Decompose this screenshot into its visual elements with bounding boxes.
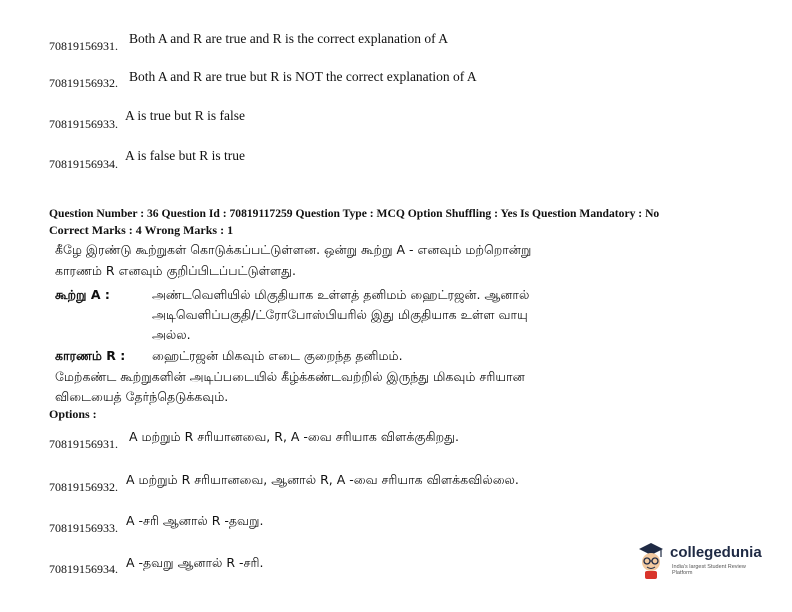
option-text: Both A and R are true and R is the correct explanation of A: [129, 31, 449, 46]
option-text: A மற்றும் R சரியானவை, ஆனால் R, A -வை சரியாக விளக்கவில்லை.: [126, 472, 519, 487]
assertion-text: அடிவெளிப்பகுதி/ட்ரோபோஸ்பியரில் இது மிகுதியாக உள்ள வாயு: [152, 307, 528, 322]
graduate-mascot-icon: [636, 540, 666, 580]
option-text: A -தவறு ஆனால் R -சரி.: [126, 555, 264, 570]
question-intro: கீழே இரண்டு கூற்றுகள் கொடுக்கப்பட்டுள்ளன. ஒன்று கூற்று A - எனவும் மற்றொன்று: [55, 242, 532, 257]
assertion-text: அண்டவெளியில் மிகுதியாக உள்ளத் தனிமம் ஹைட்ரஜன். ஆனால்: [152, 287, 530, 302]
option-text: A is false but R is true: [125, 148, 245, 163]
reason-label: காரணம் R :: [55, 348, 126, 363]
instruction-text: மேற்கண்ட கூற்றுகளின் அடிப்படையில் கீழ்க்கண்டவற்றில் இருந்து மிகவும் சரியான: [55, 369, 525, 384]
option-text: A -சரி ஆனால் R -தவறு.: [126, 513, 264, 528]
option-id: 70819156934.: [49, 562, 118, 576]
option-id: 70819156931.: [49, 39, 118, 53]
option-text: Both A and R are true but R is NOT the correct explanation of A: [129, 69, 477, 84]
assertion-text: அல்ல.: [152, 327, 191, 342]
option-id: 70819156934.: [49, 157, 118, 171]
option-id: 70819156932.: [49, 480, 118, 494]
option-id: 70819156931.: [49, 437, 118, 451]
question-header: Question Number : 36 Question Id : 70819117259 Question Type : MCQ Option Shuffling : Yes Is Question Mandatory : No: [49, 207, 660, 220]
collegedunia-logo: [628, 538, 766, 582]
marks-line: Correct Marks : 4 Wrong Marks : 1: [49, 223, 234, 237]
option-id: 70819156932.: [49, 76, 118, 90]
question-intro: காரணம் R எனவும் குறிப்பிடப்பட்டுள்ளது.: [55, 263, 296, 278]
options-label: Options :: [49, 407, 97, 421]
logo-tagline: India's largest Student Review Platform: [672, 564, 746, 576]
logo-name: collegedunia: [670, 544, 762, 561]
option-text: A மற்றும் R சரியானவை, R, A -வை சரியாக விளக்குகிறது.: [129, 429, 459, 444]
option-id: 70819156933.: [49, 521, 118, 535]
assertion-label: கூற்று A :: [55, 287, 110, 302]
instruction-text: விடையைத் தேர்ந்தெடுக்கவும்.: [55, 389, 229, 404]
option-id: 70819156933.: [49, 117, 118, 131]
option-text: A is true but R is false: [125, 108, 245, 123]
reason-text: ஹைட்ரஜன் மிகவும் எடை குறைந்த தனிமம்.: [152, 348, 403, 363]
